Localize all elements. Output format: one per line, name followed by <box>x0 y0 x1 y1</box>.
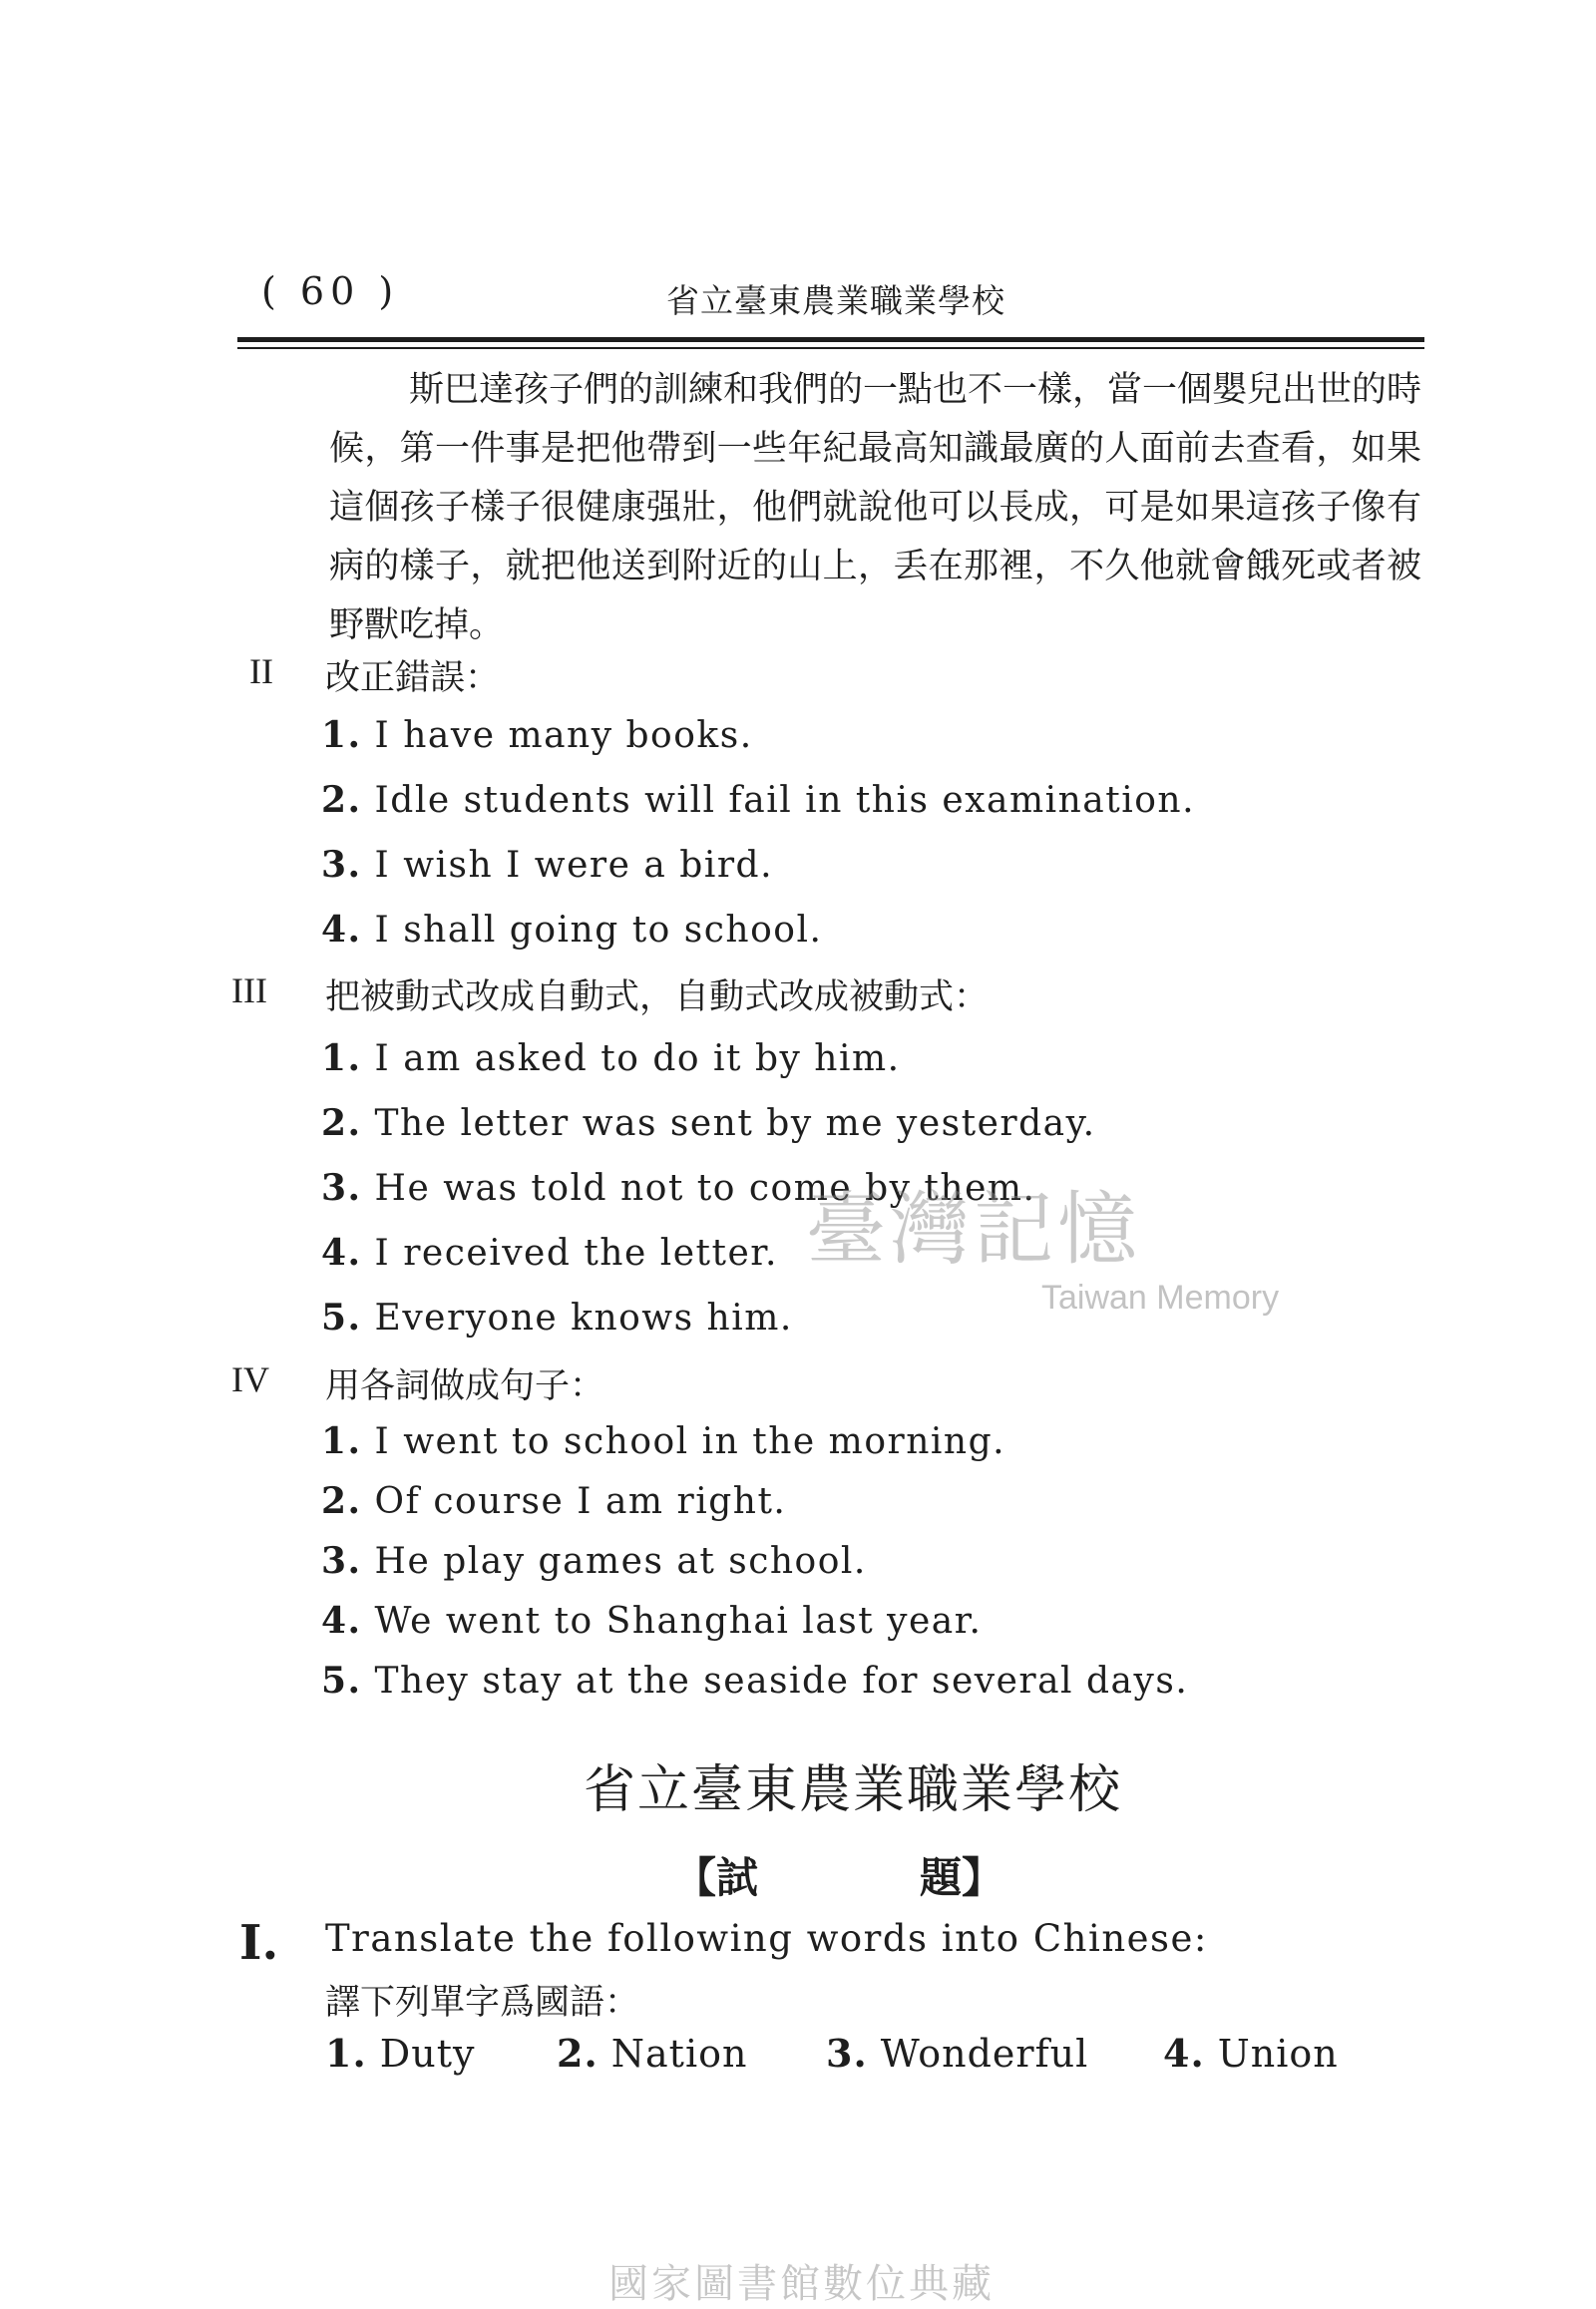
word-item <box>325 2031 475 2076</box>
list-item <box>321 1480 786 1522</box>
watermark-chinese: 臺灣記憶 <box>806 1183 1141 1276</box>
item-number: 4. <box>321 909 362 951</box>
section-3-roman: III <box>231 970 267 1010</box>
word-item <box>1163 2031 1339 2076</box>
exam-label-right: 題】 <box>920 1853 1004 1902</box>
section-2-roman: II <box>249 651 273 691</box>
list-item <box>321 1420 1005 1462</box>
item-text: They stay at the seaside for several days. <box>374 1661 1189 1702</box>
item-text: He play games at school. <box>374 1541 867 1582</box>
exam-school-title: 省立臺東農業職業學校 <box>584 1760 1123 1820</box>
item-text: Idle students will fail in this examination. <box>374 780 1196 821</box>
list-item <box>321 779 1195 821</box>
question-1-chinese: 譯下列單字爲國語： <box>325 1983 640 2023</box>
item-number: 5. <box>321 1297 362 1339</box>
item-text: Of course I am right. <box>374 1481 787 1522</box>
word-text: Nation <box>610 2032 748 2076</box>
list-item <box>321 1232 778 1274</box>
watermark-english: Taiwan Memory <box>1041 1279 1280 1317</box>
list-item <box>321 844 773 886</box>
page-number: ( 60 ) <box>261 269 400 313</box>
item-number: 1. <box>321 1420 362 1462</box>
word-number: 3. <box>826 2031 868 2076</box>
question-1-english: Translate the following words into Chinese: <box>325 1917 1208 1960</box>
item-number: 3. <box>321 844 362 886</box>
item-number: 5. <box>321 1660 362 1702</box>
header-rule-thin <box>237 347 1424 349</box>
item-text: I am asked to do it by him. <box>374 1038 901 1079</box>
chinese-passage: 斯巴達孩子們的訓練和我們的一點也不一樣，當一個嬰兒出世的時候，第一件事是把他帶到一些年紀最高知識最廣的人面前去查看，如果這個孩子樣子很健康强壯，他們就說他可以長成，可是如果這孩子像有病的樣子，就把他送到附近的山上，丢在那裡，不久他就會餓死或者被野獸吃掉。 <box>329 370 1422 645</box>
item-text: I went to school in the morning. <box>374 1421 1006 1462</box>
word-item <box>557 2031 747 2076</box>
question-1-mark: I. <box>239 1915 279 1971</box>
library-footer: 國家圖書館數位典藏 <box>608 2261 995 2307</box>
word-number: 4. <box>1163 2031 1205 2076</box>
list-item <box>321 1102 1096 1144</box>
item-text: I wish I were a bird. <box>374 845 774 886</box>
item-number: 3. <box>321 1167 362 1209</box>
word-item <box>826 2031 1088 2076</box>
header-school-name: 省立臺東農業職業學校 <box>666 281 1005 320</box>
list-item <box>321 909 822 951</box>
word-text: Duty <box>379 2032 476 2076</box>
word-number: 1. <box>325 2031 367 2076</box>
item-number: 4. <box>321 1232 362 1274</box>
list-item <box>321 1540 867 1582</box>
item-text: I received the letter. <box>374 1233 778 1274</box>
item-number: 2. <box>321 1480 362 1522</box>
item-number: 2. <box>321 779 362 821</box>
item-number: 3. <box>321 1540 362 1582</box>
section-4-title: 用各詞做成句子： <box>325 1366 605 1406</box>
list-item <box>321 714 753 756</box>
item-text: The letter was sent by me yesterday. <box>374 1103 1096 1144</box>
exam-label-left: 【試 <box>674 1853 759 1902</box>
section-3-title: 把被動式改成自動式，自動式改成被動式： <box>325 977 990 1017</box>
list-item <box>321 1037 901 1079</box>
word-text: Wonderful <box>880 2032 1089 2076</box>
item-text: I shall going to school. <box>374 910 823 951</box>
item-text: He was told not to come by them. <box>374 1168 1036 1209</box>
item-text: I have many books. <box>374 715 753 756</box>
section-2-title: 改正錯誤： <box>325 658 501 698</box>
item-text: We went to Shanghai last year. <box>374 1601 983 1642</box>
header-rule-thick <box>237 337 1424 342</box>
item-text: Everyone knows him. <box>374 1298 793 1339</box>
section-4-roman: IV <box>231 1359 269 1399</box>
item-number: 1. <box>321 1037 362 1079</box>
word-number: 2. <box>557 2031 598 2076</box>
item-number: 4. <box>321 1600 362 1642</box>
word-text: Union <box>1217 2032 1339 2076</box>
item-number: 2. <box>321 1102 362 1144</box>
list-item <box>321 1297 793 1339</box>
list-item <box>321 1600 982 1642</box>
item-number: 1. <box>321 714 362 756</box>
list-item <box>321 1660 1188 1702</box>
